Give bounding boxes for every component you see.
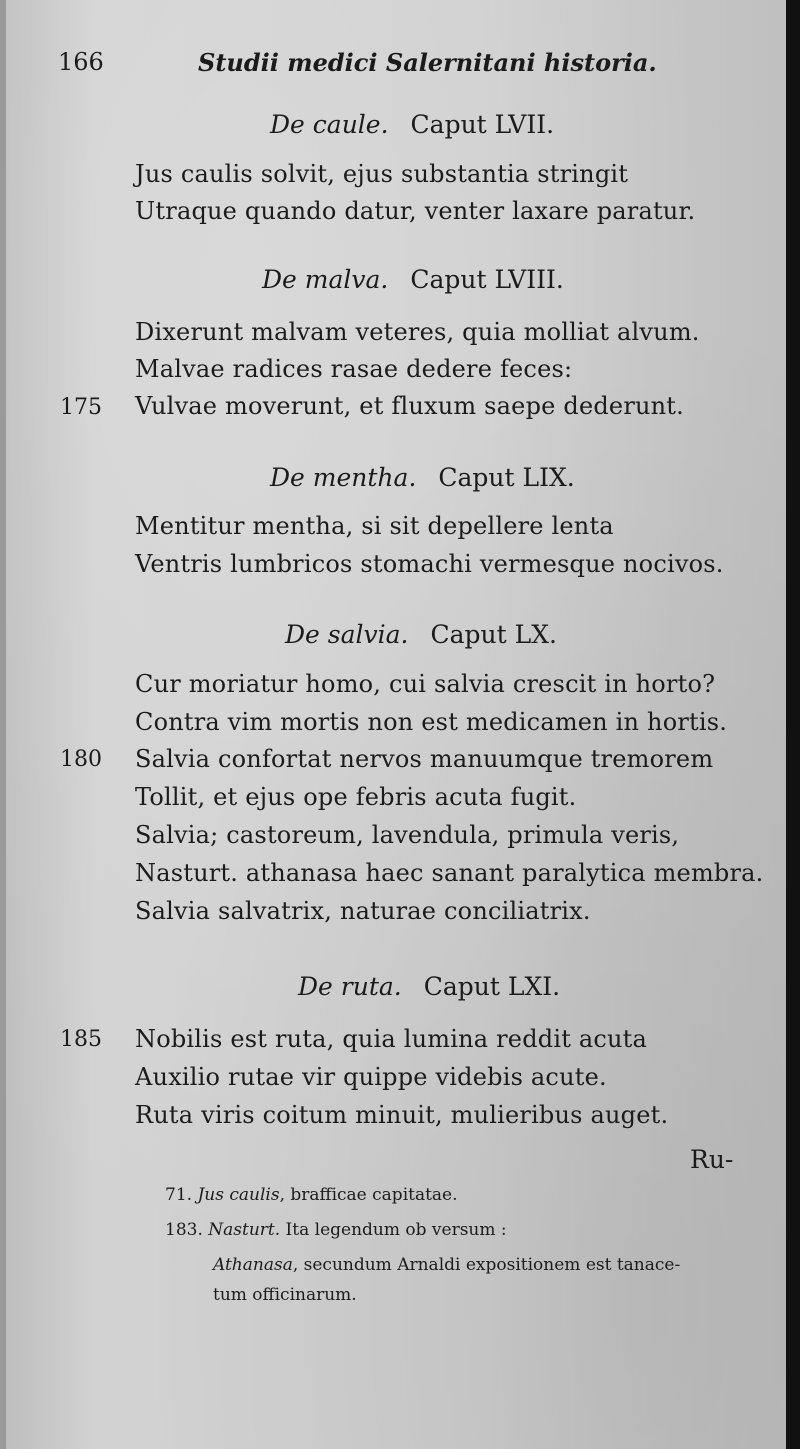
- footnote-number: 183.: [165, 1220, 203, 1240]
- footnote-text: , brafficae capitatae.: [279, 1185, 458, 1205]
- verse-line: Jus caulis solvit, ejus substantia stringit: [135, 160, 629, 188]
- verse-line: Vulvae moverunt, et fluxum saepe dederunt.: [135, 392, 684, 420]
- page-right-edge-shadow: [786, 0, 800, 1449]
- heading-caput: Caput LIX.: [438, 463, 575, 492]
- footnote-text: tum officinarum.: [213, 1285, 357, 1305]
- page-header: [58, 48, 758, 88]
- verse-line: Contra vim mortis non est medicamen in hortis.: [135, 708, 728, 736]
- section-heading-de-ruta: [298, 972, 560, 1001]
- verse-line: Mentitur mentha, si sit depellere lenta: [135, 512, 614, 540]
- heading-title: De mentha.: [270, 463, 417, 492]
- verse-line: Ruta viris coitum minuit, mulieribus auget.: [135, 1101, 669, 1129]
- page-number: 166: [58, 48, 104, 76]
- heading-title: De malva.: [262, 265, 389, 294]
- footnote-number: 71.: [165, 1185, 193, 1205]
- footnote-lemma: Jus caulis: [197, 1185, 280, 1205]
- verse-line: Nobilis est ruta, quia lumina reddit acuta: [135, 1025, 648, 1053]
- footnote-text: , secundum Arnaldi expositionem est tanace-: [292, 1255, 681, 1275]
- footnote-lemma: Nasturt.: [208, 1220, 281, 1240]
- running-title: Studii medici Salernitani historia.: [198, 48, 657, 77]
- heading-caput: Caput LXI.: [423, 972, 561, 1001]
- verse-line: Nasturt. athanasa haec sanant paralytica membra.: [135, 859, 764, 887]
- verse-line: Salvia salvatrix, naturae conciliatrix.: [135, 897, 591, 925]
- footnote: [165, 1220, 507, 1240]
- verse-line: Salvia; castoreum, lavendula, primula veris,: [135, 821, 680, 849]
- verse-line: Utraque quando datur, venter laxare paratur.: [135, 197, 696, 225]
- section-heading-de-mentha: [270, 463, 575, 492]
- line-number: 185: [60, 1027, 102, 1052]
- footnote-continuation: [213, 1285, 357, 1305]
- footnote-lemma: Athanasa: [213, 1255, 293, 1275]
- section-heading-de-malva: [262, 265, 564, 294]
- heading-title: De ruta.: [298, 972, 402, 1001]
- verse-line: Dixerunt malvam veteres, quia molliat alvum.: [135, 318, 700, 346]
- line-number: 180: [60, 747, 102, 772]
- verse-line: Ventris lumbricos stomachi vermesque nocivos.: [135, 550, 724, 578]
- verse-line: Cur moriatur homo, cui salvia crescit in horto?: [135, 670, 716, 698]
- heading-caput: Caput LVIII.: [410, 265, 564, 294]
- footnote-continuation: [213, 1255, 680, 1275]
- section-heading-de-caule: [270, 110, 554, 139]
- heading-title: De salvia.: [285, 620, 409, 649]
- heading-caput: Caput LX.: [430, 620, 557, 649]
- section-heading-de-salvia: [285, 620, 557, 649]
- line-number: 175: [60, 395, 102, 420]
- verse-line: Malvae radices rasae dedere feces:: [135, 355, 573, 383]
- catchword: Ru-: [690, 1145, 734, 1174]
- verse-line: Salvia confortat nervos manuumque tremorem: [135, 745, 714, 773]
- verse-line: Tollit, et ejus ope febris acuta fugit.: [135, 783, 577, 811]
- footnote-text: Ita legendum ob versum :: [280, 1220, 507, 1240]
- footnote: [165, 1185, 458, 1205]
- heading-title: De caule.: [270, 110, 389, 139]
- heading-caput: Caput LVII.: [410, 110, 555, 139]
- page-left-edge: [0, 0, 6, 1449]
- verse-line: Auxilio rutae vir quippe videbis acute.: [135, 1063, 607, 1091]
